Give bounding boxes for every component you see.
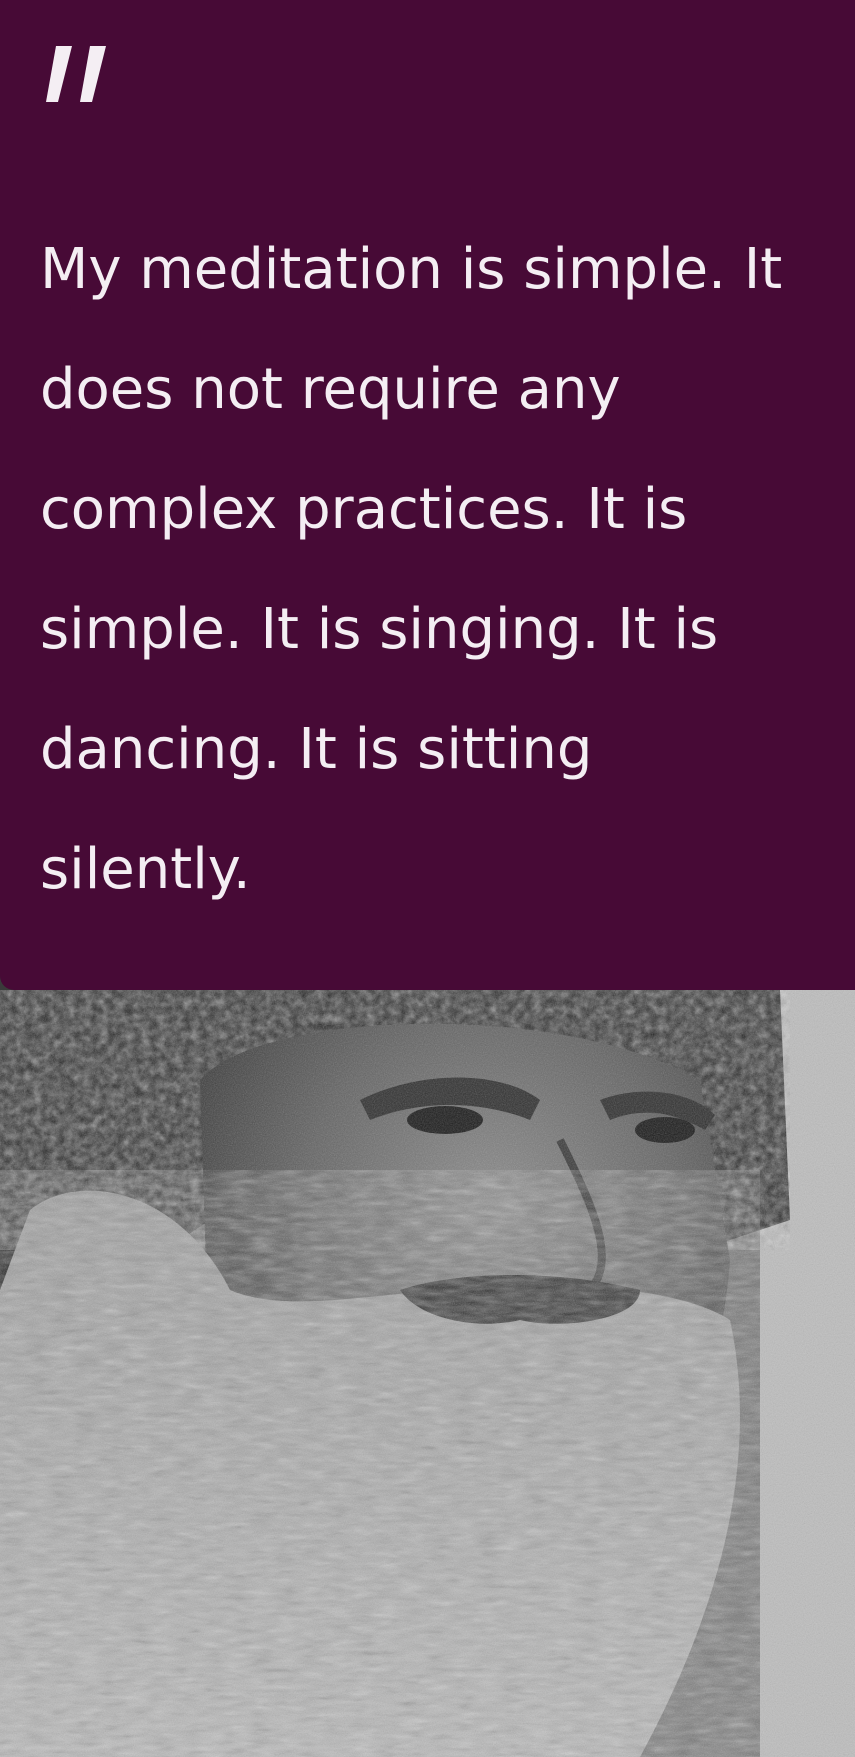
quote-text: My meditation is simple. It does not require any complex practices. It is simple. It is singing. It is dancing. It is sitting silently. <box>40 237 783 902</box>
portrait-photo <box>0 990 855 1757</box>
quotation-mark-icon <box>40 40 110 130</box>
